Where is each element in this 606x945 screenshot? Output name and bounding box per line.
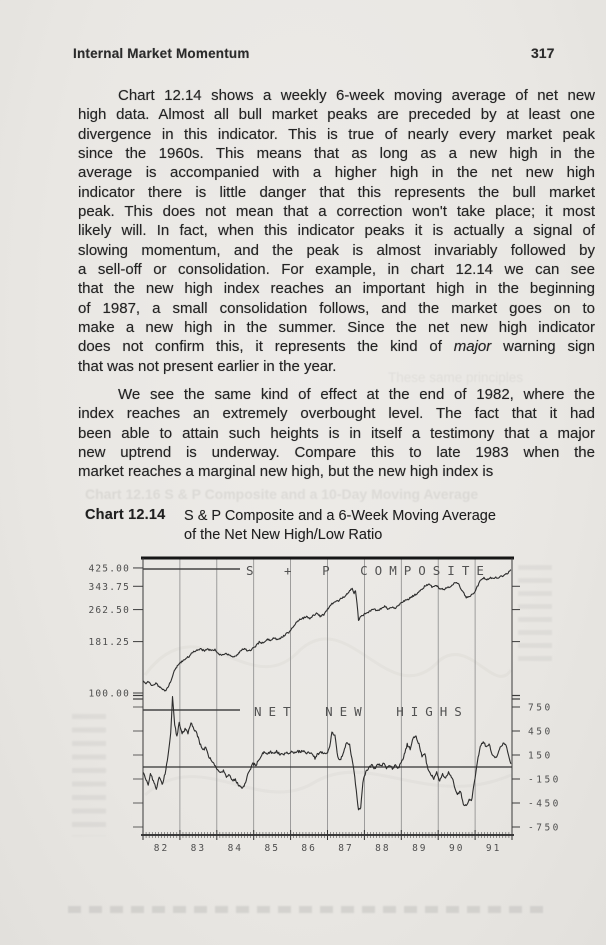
text-line: that the new high index reaches an important high in the beginning [78, 280, 595, 298]
svg-text:87: 87 [338, 843, 354, 854]
text-line: high data. Almost all bull market peaks are preceded by at least one [78, 106, 595, 124]
text-line: does not confirm this, it represents the kind of major warning sign [78, 338, 595, 356]
svg-text:S + P COMPOSITE: S + P COMPOSITE [246, 563, 491, 578]
text-line: slowing momentum, and the peak is almost invariably followed by [78, 241, 595, 259]
text-line: likely will. In fact, when this indicator peaks it is actually a signal of [78, 222, 595, 240]
svg-text:450: 450 [528, 726, 553, 738]
figure-caption-label: Chart 12.14 [85, 507, 166, 523]
svg-text:-150: -150 [528, 774, 561, 786]
text-line: make a new high in the summer. Since the net new high indicator [78, 319, 595, 337]
svg-text:181.25: 181.25 [88, 637, 130, 649]
chart-figure [50, 545, 580, 915]
paragraph-2 [78, 385, 595, 482]
text-line: divergence in this indicator. This is true of nearly every market peak [78, 125, 595, 143]
text-line: Chart 12.14 shows a weekly 6-week moving average of net new [118, 87, 595, 104]
svg-text:83: 83 [190, 843, 207, 854]
svg-text:100.00: 100.00 [88, 688, 130, 700]
svg-text:90: 90 [448, 843, 465, 854]
svg-text:86: 86 [301, 843, 317, 854]
text-line: that was not present earlier in the year. [78, 357, 337, 375]
svg-text:91: 91 [485, 843, 502, 854]
text-line: index reaches an extremely overbought level. The fact that it had [78, 405, 595, 423]
figure-caption-line2: of the Net New High/Low Ratio [184, 527, 383, 543]
svg-text:425.00: 425.00 [88, 563, 130, 575]
svg-text:150: 150 [528, 750, 553, 762]
text-line: new uptrend is underway. Compare this to late 1983 when the [78, 444, 595, 462]
running-header: Internal Market Momentum [73, 46, 250, 61]
text-line: of 1987, a small consolidation follows, and the market goes on to [78, 299, 595, 317]
svg-text:85: 85 [264, 843, 280, 854]
bleed-through-caption: Chart 12.16 S & P Composite and a 10-Day Moving Average [85, 486, 479, 502]
bleed-through-text: These same principles [388, 370, 524, 385]
momentum-chart [50, 545, 580, 915]
paragraph-1 [78, 86, 595, 376]
text-line: peak. This does not mean that a correction won't take place; it most [78, 203, 595, 221]
page-number: 317 [531, 45, 555, 61]
svg-text:750: 750 [528, 702, 553, 714]
text-line: average is accompanied with a higher high in the net new high [78, 164, 595, 182]
text-line: indicator there is little danger that this represents the bull market [78, 183, 595, 201]
svg-text:84: 84 [227, 843, 244, 854]
svg-text:NET NEW HIGHS: NET NEW HIGHS [254, 704, 469, 719]
text-line: market reaches a marginal new high, but the new high index is [78, 463, 494, 481]
svg-text:-750: -750 [528, 822, 561, 834]
svg-text:88: 88 [375, 843, 391, 854]
text-line: a sell-off or consolidation. For example, in chart 12.14 we can see [78, 261, 595, 279]
svg-text:89: 89 [412, 843, 428, 854]
text-line: since the 1960s. This means that as long as a new high in the [78, 145, 595, 163]
figure-caption-text [184, 507, 554, 545]
svg-text:82: 82 [153, 843, 170, 854]
svg-text:262.50: 262.50 [88, 605, 130, 617]
svg-text:343.75: 343.75 [88, 581, 130, 593]
svg-text:-450: -450 [528, 798, 561, 810]
figure-caption-line1: S & P Composite and a 6-Week Moving Average [184, 508, 496, 524]
text-line: We see the same kind of effect at the end of 1982, where the [118, 386, 595, 403]
text-line: been able to attain such heights is in itself a testimony that a major [78, 424, 595, 442]
